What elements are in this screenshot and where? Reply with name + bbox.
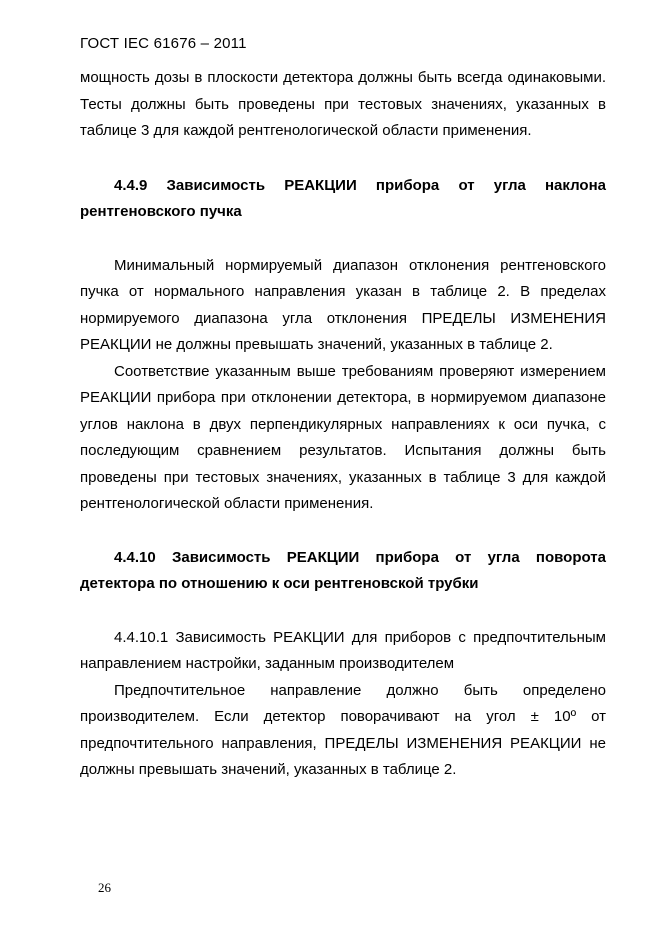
paragraph-4-4-10-1: 4.4.10.1 Зависимость РЕАКЦИИ для приборов с предпочтительным направлением настройки, заданным производителем — [80, 628, 606, 672]
paragraph-deviation-range: Минимальный нормируемый диапазон отклонения рентгеновского пучка от нормального направления указан в таблице 2. В пределах нормируемого диапазона угла отклонения ПРЕДЕЛЫ ИЗМЕНЕНИЯ РЕАКЦИИ не должны превышать значений, указанных в таблице 2. — [80, 256, 606, 353]
section-heading-4-4-9: 4.4.9 Зависимость РЕАКЦИИ прибора от угла наклона рентгеновского пучка — [80, 176, 606, 220]
section-heading-4-4-10: 4.4.10 Зависимость РЕАКЦИИ прибора от угла поворота детектора по отношению к оси рентгеновской трубки — [80, 548, 606, 592]
paragraph-compliance-check: Соответствие указанным выше требованиям проверяют измерением РЕАКЦИИ прибора при отклонении детектора, в нормируемом диапазоне углов наклона в двух перпендикулярных направлениях к оси пучка, с последующим сравнением результатов. Испытания должны быть проведены при тестовых значениях, указанных в таблице 3 для каждой рентгенологической области применения. — [80, 362, 606, 512]
paragraph-continuation: мощность дозы в плоскости детектора должны быть всегда одинаковыми. Тесты должны быть проведены при тестовых значениях, указанных в таблице 3 для каждой рентгенологической области применения. — [80, 69, 606, 139]
document-header: ГОСТ IEC 61676 – 2011 — [80, 35, 247, 52]
page-content — [80, 65, 606, 784]
page-number: 26 — [98, 880, 111, 895]
paragraph-preferred-direction: Предпочтительное направление должно быть определено производителем. Если детектор поворачивают на угол ± 10º от предпочтительного направления, ПРЕДЕЛЫ ИЗМЕНЕНИЯ РЕАКЦИИ не должны превышать значений, указанных в таблице 2. — [80, 681, 606, 778]
